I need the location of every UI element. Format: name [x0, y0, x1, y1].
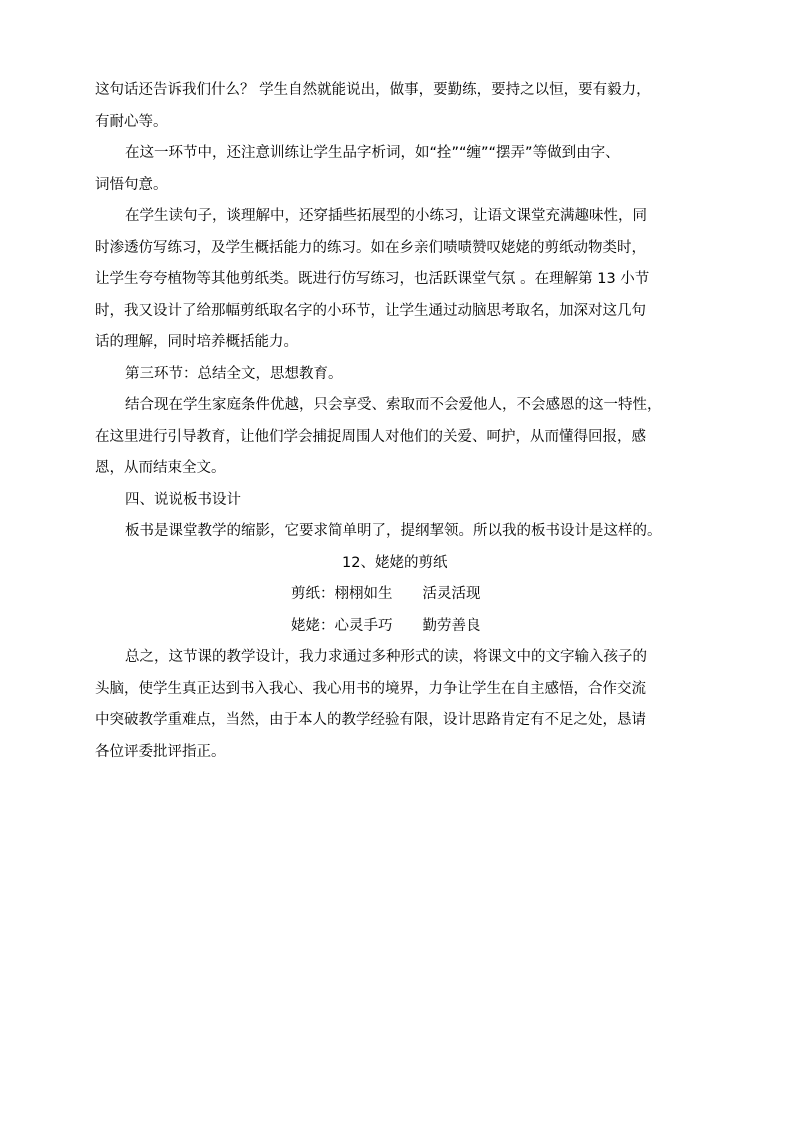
paragraph-1: [95, 75, 705, 138]
paragraph-2: [95, 138, 705, 201]
paragraph-line: 在这一环节中，还注意训练让学生品字析词，如“拴”“缠”“摆弄”等做到由字、: [125, 145, 620, 161]
paragraph-line: 恩，从而结束全文。: [95, 460, 226, 476]
paragraph-line: 这句话还告诉我们什么？ 学生自然就能说出，做事，要勤练，要持之以恒，要有毅力，: [95, 82, 651, 98]
board-row-term: 活灵活现: [422, 586, 481, 602]
document-page: [95, 75, 705, 768]
paragraph-line: 时渗透仿写练习，及学生概括能力的练习。如在乡亲们啧啧赞叹姥姥的剪纸动物类时，: [95, 239, 646, 256]
paragraph-3: [95, 201, 705, 359]
section-3-heading: 第三环节：总结全文，思想教育。: [125, 365, 343, 382]
paragraph-line: 总之，这节课的教学设计，我力求通过多种形式的读，将课文中的文字输入孩子的: [125, 649, 647, 665]
paragraph-line: 词悟句意。: [95, 176, 168, 193]
paragraph-line: 话的理解，同时培养概括能力。: [95, 334, 298, 350]
board-row-paper-cut: [95, 579, 705, 611]
board-title: 12、姥姥的剪纸: [342, 554, 448, 571]
blackboard-design: [95, 548, 705, 643]
paragraph-line: 在这里进行引导教育，让他们学会捕捉周围人对他们的关爱、呵护，从而懂得回报，感: [95, 428, 646, 445]
paragraph-4: [95, 390, 705, 485]
board-row-label: 剪纸：: [291, 586, 335, 602]
board-row-term: 勤劳善良: [422, 617, 481, 634]
board-row-grandma: [95, 611, 705, 643]
paragraph-6: [95, 642, 705, 768]
paragraph-line: 在学生读句子，谈理解中，还穿插些拓展型的小练习，让语文课堂充满趣味性，同: [125, 208, 647, 224]
board-row-term: 心灵手巧: [334, 617, 393, 634]
board-row-term: 栩栩如生: [334, 586, 393, 602]
paragraph-line: 中突破教学重难点，当然，由于本人的教学经验有限，设计思路肯定有不足之处，恳请: [95, 712, 646, 728]
paragraph-line: 头脑，使学生真正达到书入我心、我心用书的境界，力争让学生在自主感悟，合作交流: [95, 680, 646, 697]
board-row-label: 姥姥：: [291, 617, 335, 634]
paragraph-5: 板书是课堂教学的缩影，它要求简单明了，提纲挈领。所以我的板书设计是这样的。: [125, 523, 662, 539]
paragraph-line: 时，我又设计了给那幅剪纸取名字的小环节，让学生通过动脑思考取名，加深对这几句: [95, 302, 646, 319]
paragraph-line: 让学生夸夸植物等其他剪纸类。既进行仿写练习，也活跃课堂气氛 。在理解第 13 小节: [95, 271, 650, 287]
paragraph-line: 有耐心等。: [95, 113, 168, 130]
paragraph-line: 各位评委批评指正。: [95, 743, 226, 760]
section-4-heading: 四、说说板书设计: [125, 491, 241, 508]
paragraph-line: 结合现在学生家庭条件优越，只会享受、索取而不会爱他人，不会感恩的这一特性，: [125, 397, 662, 413]
